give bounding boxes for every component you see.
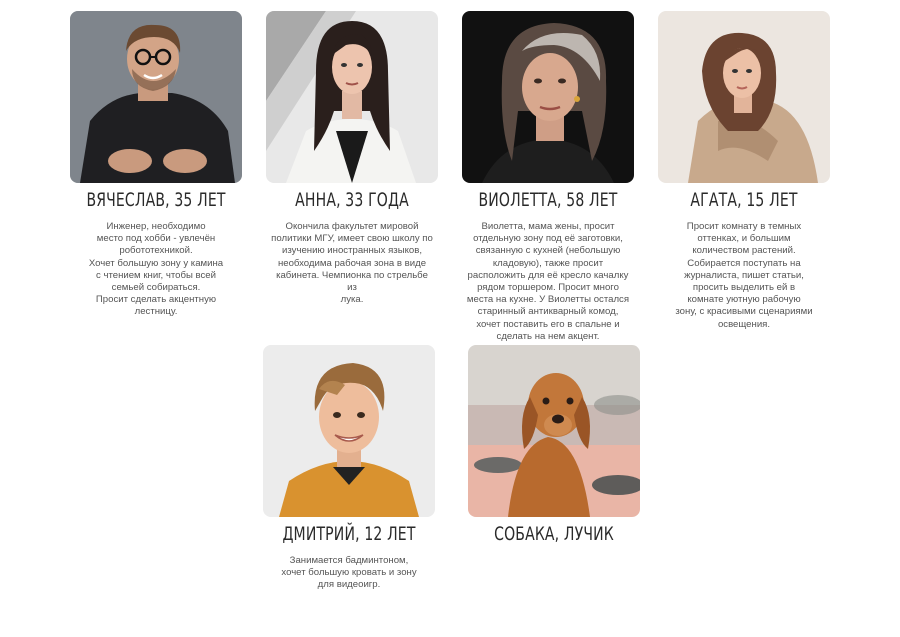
woman-portrait-icon <box>266 11 438 183</box>
description-line: рядом торшером. Просит много <box>477 282 619 294</box>
description-line: место под хобби - увлечён <box>96 233 216 245</box>
description-line: Собирается поступать на <box>687 257 801 269</box>
description-line: отдельную зону под её заготовки, <box>473 233 623 245</box>
dog-photo-icon <box>468 345 640 517</box>
person-description <box>74 221 238 319</box>
description-line: старинный антикварный комод, <box>477 306 619 318</box>
description-line: места на кухне. У Виолетты остался <box>466 294 630 306</box>
description-line: журналиста, пишет статьи, <box>684 269 804 281</box>
person-description <box>466 221 630 343</box>
description-line: для видеоигр. <box>317 579 381 591</box>
description-line: оттенках, и большим <box>697 233 791 245</box>
photo-agata <box>658 11 830 183</box>
person-description <box>267 555 431 592</box>
description-line: с чтением книг, чтобы всей <box>95 269 216 281</box>
person-card-vyacheslav <box>70 11 242 319</box>
person-card-violetta <box>462 11 634 343</box>
description-line: изучению иностранных языков, <box>282 245 422 257</box>
photo-violetta <box>462 11 634 183</box>
description-line: Просит сделать акцентную <box>95 294 217 306</box>
person-name: АННА, 33 ГОДА <box>295 189 409 211</box>
person-name: ВИОЛЕТТА, 58 ЛЕТ <box>478 189 618 211</box>
person-name: ДМИТРИЙ, 12 ЛЕТ <box>282 523 416 545</box>
description-line: робототехникой. <box>119 245 193 257</box>
photo-anna <box>266 11 438 183</box>
girl-portrait-icon <box>658 11 830 183</box>
person-card-dmitry <box>263 345 435 592</box>
description-line: Окончила факультет мировой <box>285 221 419 232</box>
person-description <box>662 221 826 331</box>
person-name: СОБАКА, ЛУЧИК <box>494 523 614 545</box>
description-line: необходима рабочая зона в виде <box>277 257 427 269</box>
description-line: комнате уютную рабочую <box>687 294 801 306</box>
description-line: Виолетта, мама жены, просит <box>481 221 615 232</box>
description-line: расположить для её кресло качалку <box>467 269 629 281</box>
description-line: политики МГУ, имеет свою школу по <box>271 233 433 245</box>
description-line: кладовую), также просит <box>492 257 604 269</box>
description-line: количеством растений. <box>692 245 796 257</box>
person-card-dog <box>468 345 640 545</box>
description-line: Инженер, необходимо <box>106 221 206 232</box>
description-line: хочет поставить его в спальне и <box>476 318 620 330</box>
person-card-agata <box>658 11 830 331</box>
person-description <box>270 221 434 306</box>
description-line: зону, с красивыми сценариями <box>675 306 813 318</box>
description-line: семьей собираться. <box>111 282 201 294</box>
person-card-anna <box>266 11 438 306</box>
description-line: Просит комнату в темных <box>686 221 802 232</box>
description-line: хочет большую кровать и зону <box>281 567 417 579</box>
description-line: сделать на нем акцент. <box>496 330 600 342</box>
person-name: ВЯЧЕСЛАВ, 35 ЛЕТ <box>86 189 226 211</box>
description-line: кабинета. Чемпионка по стрельбе из <box>276 269 428 294</box>
description-line: Хочет большую зону у камина <box>88 257 224 269</box>
description-line: освещения. <box>717 318 771 330</box>
photo-vyacheslav <box>70 11 242 183</box>
description-line: связанную с кухней (небольшую <box>475 245 621 257</box>
description-line: Занимается бадминтоном, <box>289 555 409 566</box>
description-line: просить выделить ей в <box>692 282 796 294</box>
older-woman-portrait-icon <box>462 11 634 183</box>
man-portrait-icon <box>70 11 242 183</box>
boy-portrait-icon <box>263 345 435 517</box>
description-line: лука. <box>340 294 364 306</box>
photo-dog <box>468 345 640 517</box>
photo-dmitry <box>263 345 435 517</box>
description-line: лестницу. <box>134 306 178 318</box>
person-name: АГАТА, 15 ЛЕТ <box>690 189 798 211</box>
